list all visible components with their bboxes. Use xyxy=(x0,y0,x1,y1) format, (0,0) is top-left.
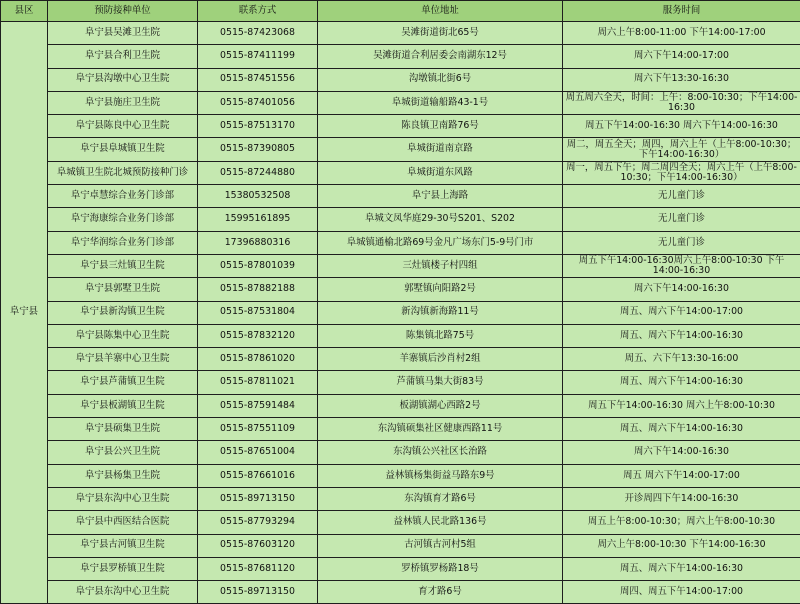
unit-name-cell: 阜宁县三灶镇卫生院 xyxy=(48,254,198,277)
table-row xyxy=(1,161,800,184)
header-address: 单位地址 xyxy=(318,1,563,22)
unit-name-cell: 阜宁华润综合业务门诊部 xyxy=(48,231,198,254)
table-row xyxy=(1,441,800,464)
phone-cell: 0515-87603120 xyxy=(198,534,318,557)
unit-name-cell: 阜宁县郭墅卫生院 xyxy=(48,278,198,301)
address-cell: 新沟镇新海路11号 xyxy=(318,301,563,324)
phone-cell: 0515-87531804 xyxy=(198,301,318,324)
address-cell: 东沟镇育才路6号 xyxy=(318,487,563,510)
service-hours-cell: 周五、周六下午14:00-16:30 xyxy=(563,418,800,441)
phone-cell: 0515-87411199 xyxy=(198,45,318,68)
unit-name-cell: 阜宁县沟墩中心卫生院 xyxy=(48,68,198,91)
phone-cell: 0515-87861020 xyxy=(198,348,318,371)
table-row xyxy=(1,231,800,254)
unit-name-cell: 阜宁县陈良中心卫生院 xyxy=(48,115,198,138)
service-hours-cell: 周六下午14:00-16:30 xyxy=(563,441,800,464)
table-row xyxy=(1,254,800,277)
phone-cell: 0515-87681120 xyxy=(198,557,318,580)
service-hours-cell: 周五周六全天，时间：上午：8:00-10:30；下午14:00-16:30 xyxy=(563,91,800,114)
table-row xyxy=(1,91,800,114)
phone-cell: 0515-87801039 xyxy=(198,254,318,277)
service-hours-cell: 周二，周五全天；周四，周六上午（上午8:00-10:30；下午14:00-16:30） xyxy=(563,138,800,161)
address-cell: 阜宁县上海路 xyxy=(318,185,563,208)
unit-name-cell: 阜宁县合利卫生院 xyxy=(48,45,198,68)
address-cell: 阜城街道输船路43-1号 xyxy=(318,91,563,114)
unit-name-cell: 阜宁县杨集卫生院 xyxy=(48,464,198,487)
unit-name-cell: 阜宁县板湖镇卫生院 xyxy=(48,394,198,417)
address-cell: 郭墅镇向阳路2号 xyxy=(318,278,563,301)
address-cell: 阜城街道南京路 xyxy=(318,138,563,161)
service-hours-cell: 开诊周四下午14:00-16:30 xyxy=(563,487,800,510)
address-cell: 东沟镇硕集社区健康西路11号 xyxy=(318,418,563,441)
table-row xyxy=(1,68,800,91)
address-cell: 古河镇古河村5组 xyxy=(318,534,563,557)
table-row xyxy=(1,511,800,534)
county-cell: 阜宁县 xyxy=(1,22,48,604)
phone-cell: 0515-87390805 xyxy=(198,138,318,161)
service-hours-cell: 周六上午8:00-11:00 下午14:00-17:00 xyxy=(563,22,800,45)
address-cell: 沟墩镇北街6号 xyxy=(318,68,563,91)
table-row xyxy=(1,208,800,231)
phone-cell: 0515-87423068 xyxy=(198,22,318,45)
phone-cell: 0515-89713150 xyxy=(198,487,318,510)
header-phone: 联系方式 xyxy=(198,1,318,22)
address-cell: 阜城街道东风路 xyxy=(318,161,563,184)
table-row xyxy=(1,185,800,208)
service-hours-cell: 周六下午14:00-17:00 xyxy=(563,45,800,68)
phone-cell: 15380532508 xyxy=(198,185,318,208)
table-row xyxy=(1,581,800,604)
phone-cell: 0515-87811021 xyxy=(198,371,318,394)
service-hours-cell: 周五 周六下午14:00-17:00 xyxy=(563,464,800,487)
address-cell: 益林镇人民北路136号 xyxy=(318,511,563,534)
table-row xyxy=(1,138,800,161)
table-row xyxy=(1,45,800,68)
service-hours-cell: 周六下午14:00-16:30 xyxy=(563,278,800,301)
unit-name-cell: 阜宁县公兴卫生院 xyxy=(48,441,198,464)
service-hours-cell: 周五、周六下午14:00-17:00 xyxy=(563,301,800,324)
unit-name-cell: 阜宁县新沟镇卫生院 xyxy=(48,301,198,324)
unit-name-cell: 阜宁县东沟中心卫生院 xyxy=(48,581,198,604)
service-hours-cell: 无儿童门诊 xyxy=(563,208,800,231)
address-cell: 阜城文凤华庭29-30号S201、S202 xyxy=(318,208,563,231)
table-row xyxy=(1,464,800,487)
phone-cell: 0515-89713150 xyxy=(198,581,318,604)
service-hours-cell: 周五下午14:00-16:30周六上午8:00-10:30 下午14:00-16:30 xyxy=(563,254,800,277)
phone-cell: 0515-87793294 xyxy=(198,511,318,534)
service-hours-cell: 周五上午8:00-10:30；周六上午8:00-10:30 xyxy=(563,511,800,534)
phone-cell: 0515-87451556 xyxy=(198,68,318,91)
service-hours-cell: 周六下午13:30-16:30 xyxy=(563,68,800,91)
service-hours-cell: 周五下午14:00-16:30 周六上午8:00-10:30 xyxy=(563,394,800,417)
unit-name-cell: 阜城镇卫生院北城预防接种门诊 xyxy=(48,161,198,184)
address-cell: 板湖镇湖心西路2号 xyxy=(318,394,563,417)
table-row xyxy=(1,278,800,301)
service-hours-cell: 周五、六下午13:30-16:00 xyxy=(563,348,800,371)
table-row xyxy=(1,115,800,138)
phone-cell: 0515-87651004 xyxy=(198,441,318,464)
header-service-hours: 服务时间 xyxy=(563,1,800,22)
unit-name-cell: 阜宁县东沟中心卫生院 xyxy=(48,487,198,510)
phone-cell: 0515-87244880 xyxy=(198,161,318,184)
phone-cell: 15995161895 xyxy=(198,208,318,231)
address-cell: 东沟镇公兴社区长治路 xyxy=(318,441,563,464)
address-cell: 三灶镇楼子村四组 xyxy=(318,254,563,277)
address-cell: 益林镇杨集街益马路东9号 xyxy=(318,464,563,487)
address-cell: 罗桥镇罗杨路18号 xyxy=(318,557,563,580)
phone-cell: 0515-87661016 xyxy=(198,464,318,487)
address-cell: 吴滩街道合利居委会南湖东12号 xyxy=(318,45,563,68)
phone-cell: 17396880316 xyxy=(198,231,318,254)
unit-name-cell: 阜宁县阜城镇卫生院 xyxy=(48,138,198,161)
unit-name-cell: 阜宁县羊寨中心卫生院 xyxy=(48,348,198,371)
phone-cell: 0515-87401056 xyxy=(198,91,318,114)
unit-name-cell: 阜宁县芦蒲镇卫生院 xyxy=(48,371,198,394)
table-body xyxy=(1,22,800,604)
table-row xyxy=(1,487,800,510)
service-hours-cell: 周五下午14:00-16:30 周六下午14:00-16:30 xyxy=(563,115,800,138)
service-hours-cell: 周五、周六下午14:00-16:30 xyxy=(563,324,800,347)
address-cell: 阜城镇通榆北路69号金凡广场东门5-9号门市 xyxy=(318,231,563,254)
service-hours-cell: 周六上午8:00-10:30 下午14:00-16:30 xyxy=(563,534,800,557)
unit-name-cell: 阜宁县施庄卫生院 xyxy=(48,91,198,114)
phone-cell: 0515-87832120 xyxy=(198,324,318,347)
phone-cell: 0515-87591484 xyxy=(198,394,318,417)
unit-name-cell: 阜宁县罗桥镇卫生院 xyxy=(48,557,198,580)
table-row xyxy=(1,371,800,394)
unit-name-cell: 阜宁县古河镇卫生院 xyxy=(48,534,198,557)
table-row xyxy=(1,557,800,580)
phone-cell: 0515-87551109 xyxy=(198,418,318,441)
table-row xyxy=(1,22,800,45)
header-county: 县区 xyxy=(1,1,48,22)
service-hours-cell: 周五、周六下午14:00-16:30 xyxy=(563,557,800,580)
unit-name-cell: 阜宁县硕集卫生院 xyxy=(48,418,198,441)
header-unit-name: 预防接种单位 xyxy=(48,1,198,22)
address-cell: 吴滩街道街北65号 xyxy=(318,22,563,45)
service-hours-cell: 周五、周六下午14:00-16:30 xyxy=(563,371,800,394)
header-row xyxy=(1,1,800,22)
address-cell: 陈集镇北路75号 xyxy=(318,324,563,347)
table-row xyxy=(1,418,800,441)
table-row xyxy=(1,394,800,417)
unit-name-cell: 阜宁县中西医结合医院 xyxy=(48,511,198,534)
service-hours-cell: 周四、周五下午14:00-17:00 xyxy=(563,581,800,604)
unit-name-cell: 阜宁县吴滩卫生院 xyxy=(48,22,198,45)
table-row xyxy=(1,324,800,347)
table-row xyxy=(1,301,800,324)
unit-name-cell: 阜宁卓慧综合业务门诊部 xyxy=(48,185,198,208)
service-hours-cell: 无儿童门诊 xyxy=(563,185,800,208)
service-hours-cell: 周一，周五下午；周二周四全天；周六上午（上午8:00-10:30；下午14:00-16:30） xyxy=(563,161,800,184)
address-cell: 陈良镇卫南路76号 xyxy=(318,115,563,138)
address-cell: 芦蒲镇马集大街83号 xyxy=(318,371,563,394)
address-cell: 育才路6号 xyxy=(318,581,563,604)
unit-name-cell: 阜宁海康综合业务门诊部 xyxy=(48,208,198,231)
phone-cell: 0515-87513170 xyxy=(198,115,318,138)
phone-cell: 0515-87882188 xyxy=(198,278,318,301)
address-cell: 羊寨镇后沙肖村2组 xyxy=(318,348,563,371)
unit-name-cell: 阜宁县陈集中心卫生院 xyxy=(48,324,198,347)
table-row xyxy=(1,534,800,557)
table-row xyxy=(1,348,800,371)
service-hours-cell: 无儿童门诊 xyxy=(563,231,800,254)
